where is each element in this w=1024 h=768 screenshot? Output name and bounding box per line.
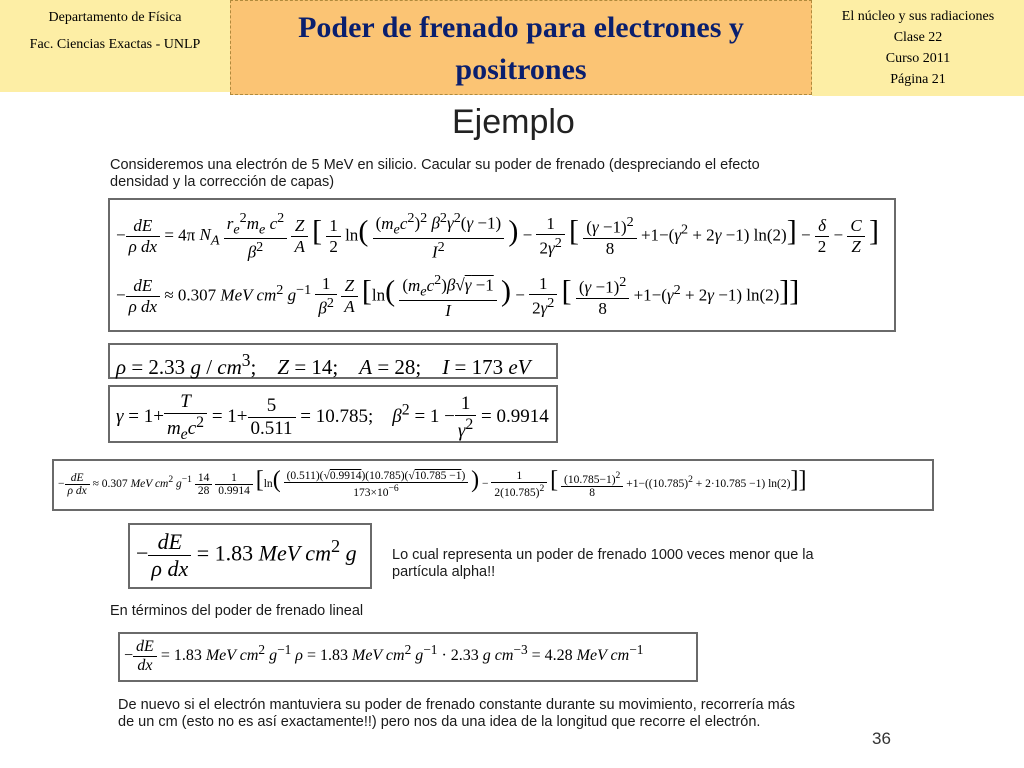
department-name: Departamento de Física xyxy=(48,10,182,25)
faculty-name: Fac. Ciencias Exactas - UNLP xyxy=(29,37,201,52)
result-note-line-1: Lo cual representa un poder de frenado 1000 veces menor que la xyxy=(392,547,814,563)
result-box xyxy=(128,523,372,589)
equation-simplified: − $\frac{dE}{\text{ρ dx}}$ ≈ 0.307 MeV $cm^2$ $g^{-1}$ $\frac{1}{\beta^2}$ $\frac{Z}{A}$ [ln( $\frac{(m_ec^2)\beta√\gamma -1}{I}$ ) − $\frac{1}{2\gamma^2}$ [ $\frac{(\gamma -1)^2}{8}$ $+1-(\gamma^2 + 2\gamma -1)$ ln(2)]] xyxy=(116,272,800,321)
numeric-substitution-box xyxy=(52,459,934,511)
header-course-info xyxy=(812,0,1024,96)
closing-line-2: de un cm (esto no es así exactamente!!) pero nos da una idea de la longitud que recorre el electrón. xyxy=(118,714,761,730)
class-number: Clase 22 xyxy=(893,30,943,45)
equation-general: − $\frac{dE}{\text{ρ dx}}$ = 4π $N_A$ $\frac{r_e^2m_e c^2}{\beta^2}$ $\frac{Z}{A}$ [ $\frac{1}{2}$ ln( $\frac{(m_ec^2)^2 \beta^2\gamma^2(\gamma -1)}{I^2}$ ) − $\frac{1}{2\gamma^2}$ [ $\frac{(\gamma -1)^2}{8}$ $+1-(\gamma^2 + 2\gamma -1) \ln(2)$] − $\frac{\delta}{2}$ − $\frac{C}{Z}$ ] xyxy=(116,210,879,262)
slide-number: 36 xyxy=(872,729,891,748)
silicon-parameters-box xyxy=(108,343,558,379)
intro-line-1: Consideremos una electrón de 5 MeV en silicio. Cacular su poder de frenado (despreciando el efecto xyxy=(110,157,760,173)
example-heading: Ejemplo xyxy=(452,103,575,141)
slide-title-line-1: Poder de frenado para electrones y xyxy=(298,11,744,44)
page-label: Página 21 xyxy=(890,72,946,87)
closing-text xyxy=(118,697,795,731)
linear-stopping-heading: En términos del poder de frenado lineal xyxy=(110,603,364,619)
intro-text xyxy=(110,157,760,191)
gamma-beta-values: γ = 1+ $\frac{T}{m_ec^2}$ = 1+ $\frac{5}{0.511}$ = 10.785; $\beta^2 = 1$ − $\frac{1}{\gamma^2}$ = 0.9914 xyxy=(116,391,549,444)
gamma-beta-box xyxy=(108,385,558,443)
result-equation: − $\frac{dE}{\text{ρ dx}}$ = 1.83 MeV $cm^2$ g xyxy=(136,529,357,581)
closing-line-1: De nuevo si el electrón mantuviera su poder de frenado constante durante su movimiento, recorrería más xyxy=(118,697,796,713)
slide-title-line-2: positrones xyxy=(455,53,587,86)
equation-numeric: − $\frac{dE}{\text{ρ dx}}$ ≈ 0.307 MeV $cm^2$ $g^{-1}$ $\frac{14}{28}$ $\frac{1}{0.9914}$ [ln( $\frac{(0.511)(√0.9914)(10.785)(√10.785 -1)}{173\times 10^{-6}}$ ) − $\frac{1}{2(10.785)^2}$ [ $\frac{(10.785-1)^2}{8}$ $+1-((10.785)^2 + 2\cdot 10.785 -1)$ ln(2)]] xyxy=(58,467,807,499)
result-note xyxy=(392,547,814,581)
intro-line-2: densidad y la corrección de capas) xyxy=(110,174,335,190)
slide-title xyxy=(230,0,812,95)
equation-linear: − $\frac{dE}{dx}$ = 1.83 MeV $cm^2$ $g^{-1}$ ρ = 1.83 MeV $cm^2$ $g^{-1} \cdot 2.33$ g $cm^{-3} = 4.28$ MeV $cm^{-1}$ xyxy=(124,638,644,674)
bethe-formula-box xyxy=(108,198,896,332)
course-year: Curso 2011 xyxy=(885,51,951,66)
silicon-parameters: ρ = 2.33 g / $cm^3$; Z = 14; A = 28; I = 173 eV xyxy=(116,350,531,379)
result-note-line-2: partícula alpha!! xyxy=(392,564,496,580)
linear-stopping-box xyxy=(118,632,698,682)
course-name: El núcleo y sus radiaciones xyxy=(841,9,995,24)
header-department xyxy=(0,0,230,92)
